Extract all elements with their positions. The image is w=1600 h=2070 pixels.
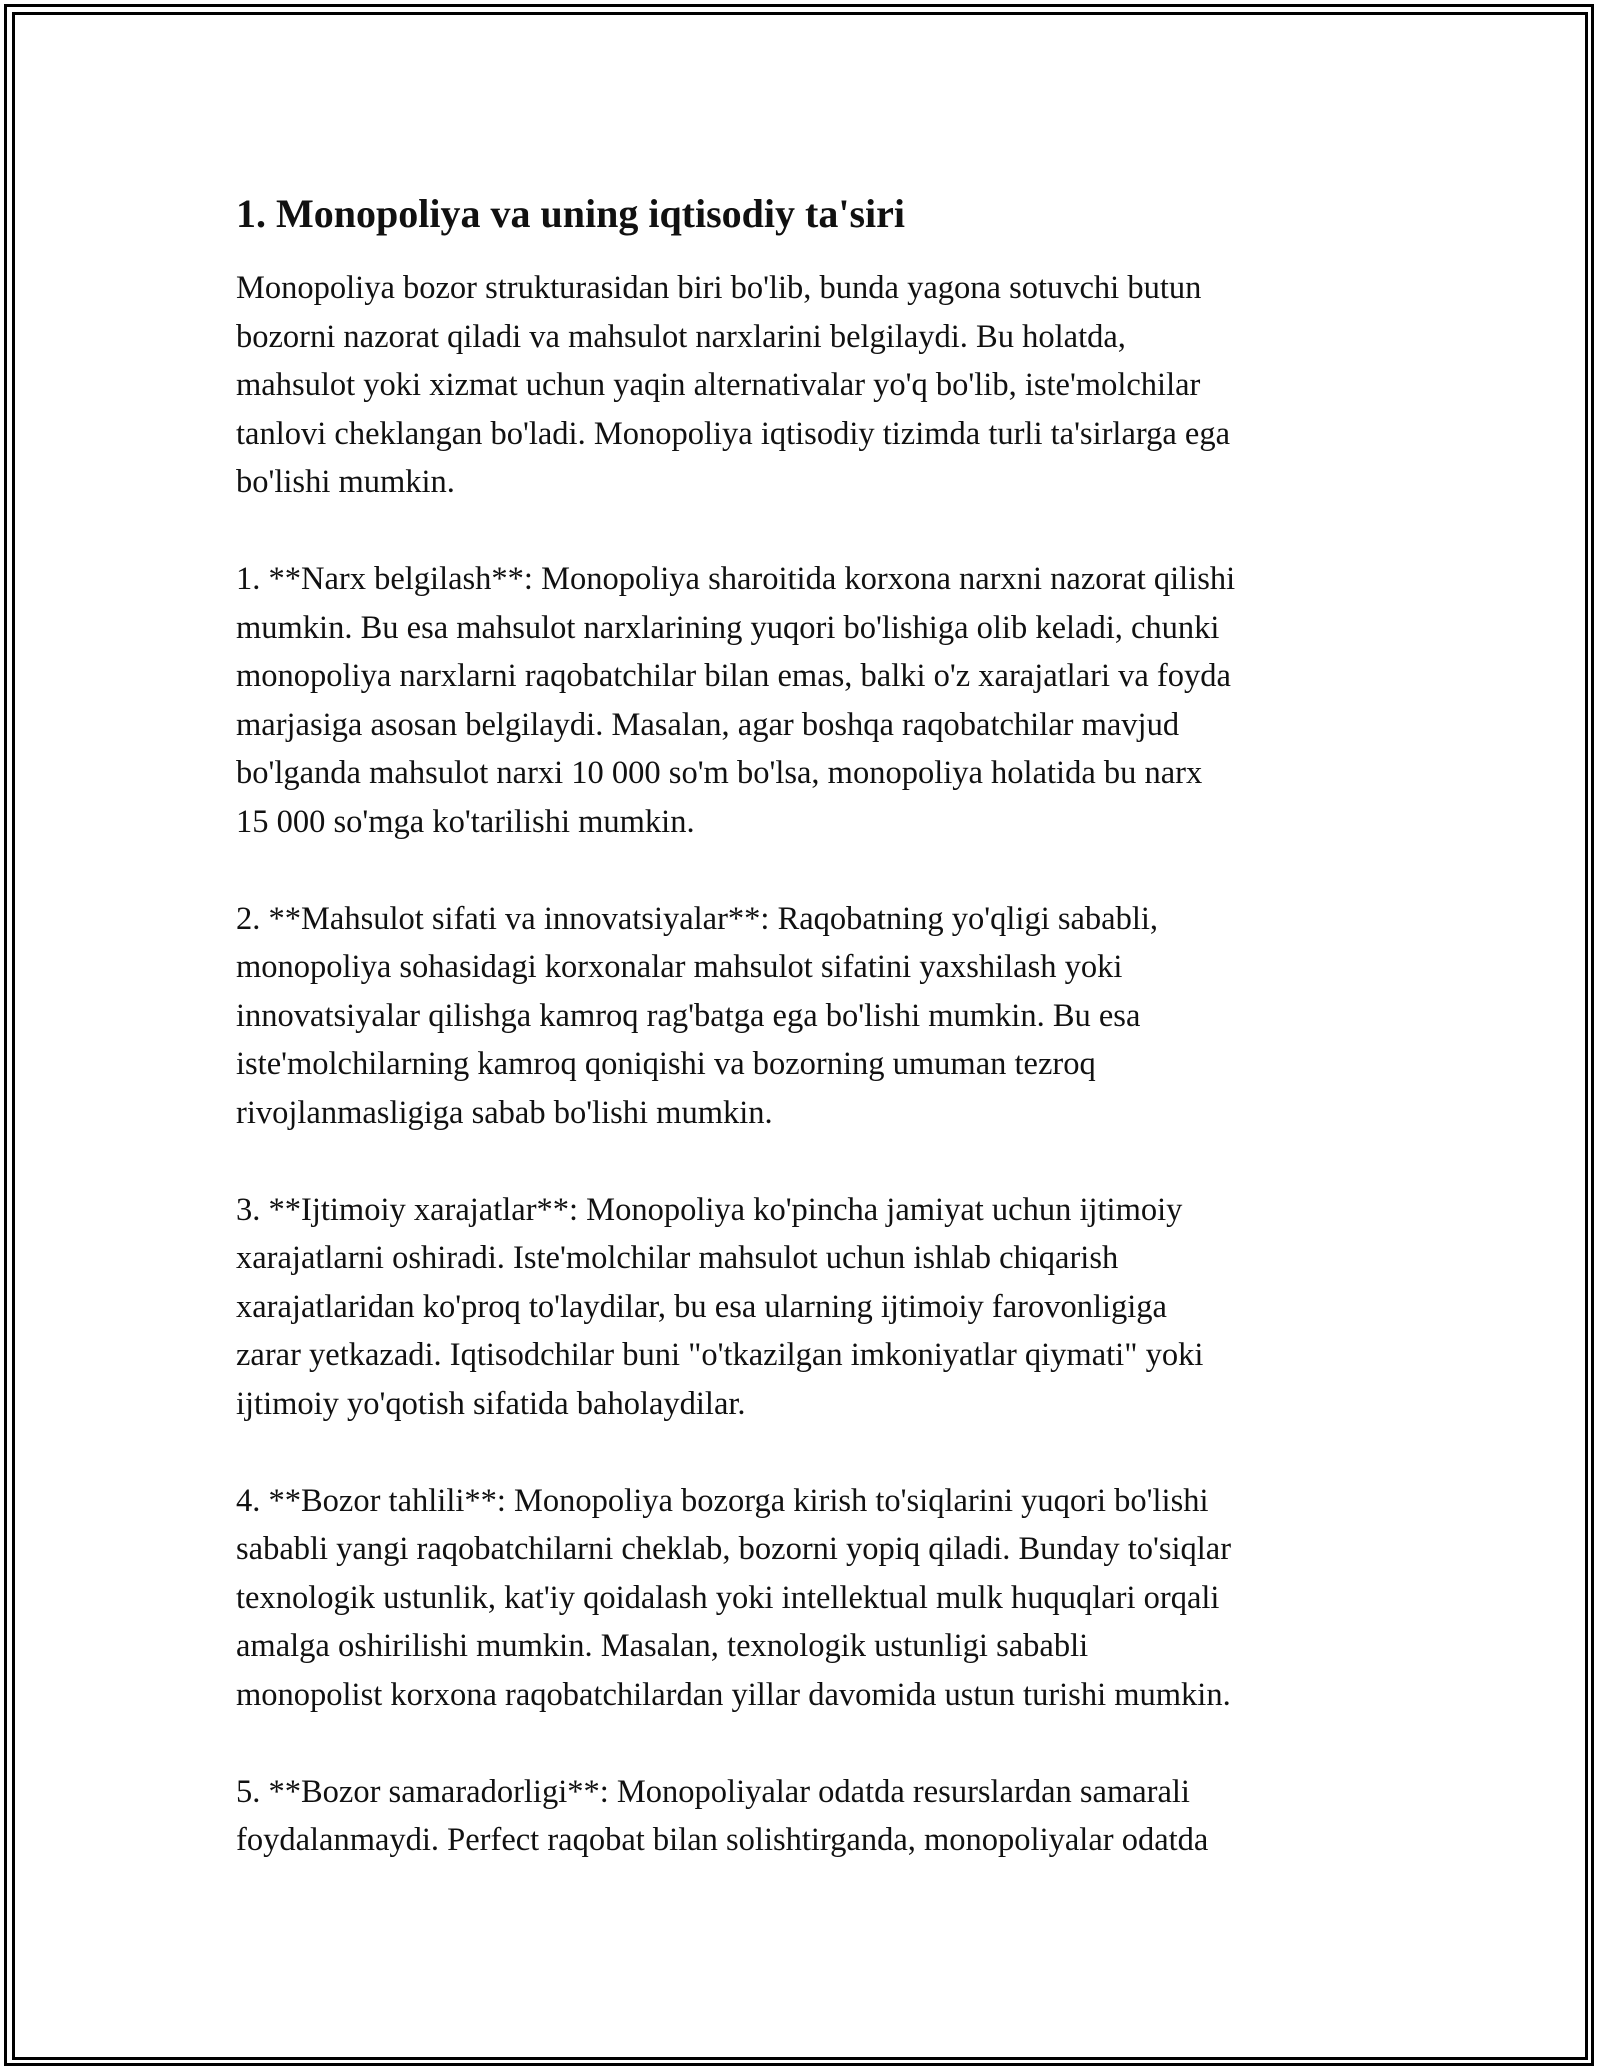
text-line: 3. **Ijtimoiy xarajatlar**: Monopoliya ko'pincha jamiyat uchun ijtimoiy bbox=[236, 1191, 1183, 1228]
text-line: sababli yangi raqobatchilarni cheklab, bozorni yopiq qiladi. Bunday to'siqlar bbox=[236, 1531, 1232, 1567]
paragraph-spacer bbox=[236, 507, 1376, 556]
text-line: iste'molchilarning kamroq qoniqishi va bozorning umuman tezroq bbox=[236, 1046, 1096, 1082]
text-line: innovatsiyalar qilishga kamroq rag'batga ega bo'lishi mumkin. Bu esa bbox=[236, 997, 1141, 1034]
paragraph-spacer bbox=[236, 1428, 1376, 1477]
text-line: monopoliya sohasidagi korxonalar mahsulot sifatini yaxshilash yoki bbox=[236, 949, 1123, 985]
text-line: marjasiga asosan belgilaydi. Masalan, agar boshqa raqobatchilar mavjud bbox=[236, 706, 1180, 743]
paragraph-mahsulot-sifati bbox=[236, 895, 1376, 1138]
text-line: rivojlanmasligiga sabab bo'lishi mumkin. bbox=[236, 1094, 773, 1131]
paragraph-spacer bbox=[236, 1719, 1376, 1768]
text-line: amalga oshirilishi mumkin. Masalan, texnologik ustunligi sababli bbox=[236, 1628, 1089, 1664]
text-line: monopoliya narxlarni raqobatchilar bilan emas, balki o'z xarajatlari va foyda bbox=[236, 658, 1231, 694]
paragraph-ijtimoiy-xarajatlar bbox=[236, 1186, 1376, 1429]
text-line: 4. **Bozor tahlili**: Monopoliya bozorga kirish to'siqlarini yuqori bo'lishi bbox=[236, 1482, 1209, 1519]
text-line: bozorni nazorat qiladi va mahsulot narxlarini belgilaydi. Bu holatda, bbox=[236, 318, 1126, 355]
text-line: mumkin. Bu esa mahsulot narxlarining yuqori bo'lishiga olib keladi, chunki bbox=[236, 609, 1220, 646]
text-line: xarajatlarni oshiradi. Iste'molchilar mahsulot uchun ishlab chiqarish bbox=[236, 1240, 1119, 1276]
paragraph-spacer bbox=[236, 846, 1376, 895]
text-line: 5. **Bozor samaradorligi**: Monopoliyalar odatda resurslardan samarali bbox=[236, 1773, 1190, 1810]
text-line: tanlovi cheklangan bo'ladi. Monopoliya iqtisodiy tizimda turli ta'sirlarga ega bbox=[236, 415, 1231, 452]
paragraph-narx-belgilash bbox=[236, 555, 1376, 846]
intro-paragraph bbox=[236, 264, 1376, 507]
text-line: monopolist korxona raqobatchilardan yillar davomida ustun turishi mumkin. bbox=[236, 1676, 1231, 1713]
document-body bbox=[236, 186, 1376, 1865]
text-line: bo'lishi mumkin. bbox=[236, 464, 455, 500]
text-line: texnologik ustunlik, kat'iy qoidalash yoki intellektual mulk huquqlari orqali bbox=[236, 1579, 1220, 1616]
text-line: foydalanmaydi. Perfect raqobat bilan solishtirganda, monopoliyalar odatda bbox=[236, 1822, 1209, 1858]
text-line: xarajatlaridan ko'proq to'laydilar, bu esa ularning ijtimoiy farovonligiga bbox=[236, 1288, 1167, 1325]
document-title: 1. Monopoliya va uning iqtisodiy ta'siri bbox=[236, 191, 906, 236]
paragraph-spacer bbox=[236, 1137, 1376, 1186]
text-line: bo'lganda mahsulot narxi 10 000 so'm bo'lsa, monopoliya holatida bu narx bbox=[236, 755, 1203, 791]
text-line: zarar yetkazadi. Iqtisodchilar buni "o'tkazilgan imkoniyatlar qiymati" yoki bbox=[236, 1337, 1204, 1373]
paragraph-bozor-tahlili bbox=[236, 1477, 1376, 1720]
text-line: ijtimoiy yo'qotish sifatida baholaydilar. bbox=[236, 1385, 746, 1422]
text-line: mahsulot yoki xizmat uchun yaqin alternativalar yo'q bo'lib, iste'molchilar bbox=[236, 367, 1201, 403]
text-line: Monopoliya bozor strukturasidan biri bo'lib, bunda yagona sotuvchi butun bbox=[236, 270, 1202, 306]
paragraph-bozor-samaradorligi bbox=[236, 1768, 1376, 1865]
text-line: 15 000 so'mga ko'tarilishi mumkin. bbox=[236, 803, 695, 840]
text-line: 2. **Mahsulot sifati va innovatsiyalar**: Raqobatning yo'qligi sababli, bbox=[236, 900, 1159, 937]
text-line: 1. **Narx belgilash**: Monopoliya sharoitida korxona narxni nazorat qilishi bbox=[236, 561, 1236, 597]
